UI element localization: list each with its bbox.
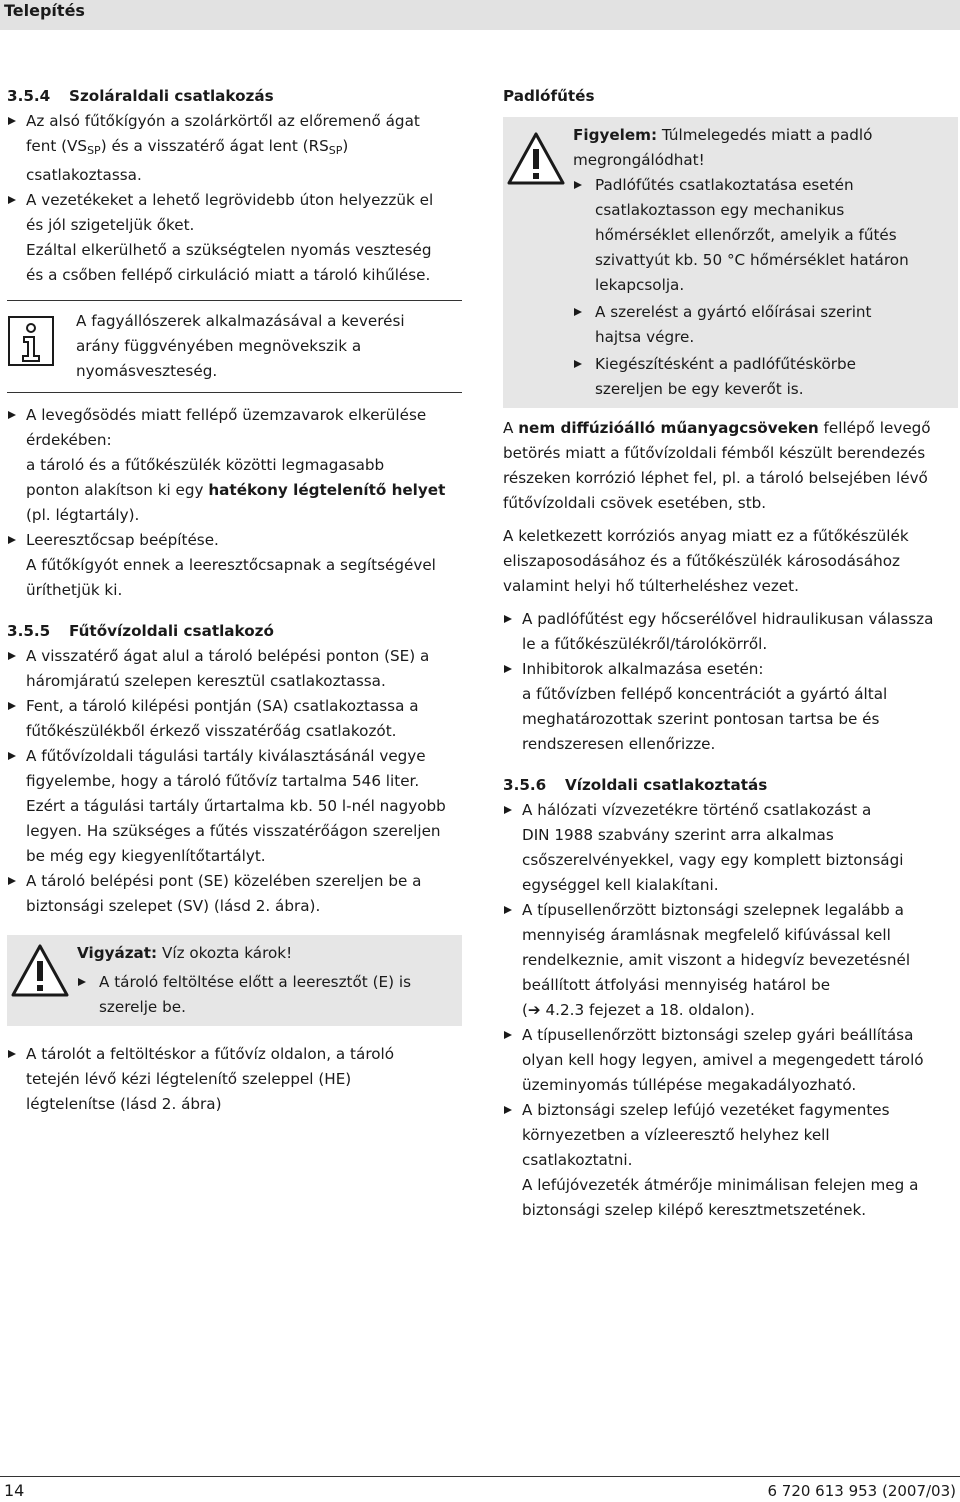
text-line: üzeminyomás túllépése megakadályozható. [522, 1076, 857, 1094]
text-line: és a csőben fellépő cirkuláció miatt a tároló kihűlése. [26, 266, 431, 284]
attention-title: Figyelem: Túlmelegedés miatt a padló [573, 126, 873, 144]
text-line: Kiegészítésként a padlófűtéskörbe [595, 355, 857, 373]
text-line: Fent, a tároló kilépési pontján (SA) csatlakoztassa a [26, 697, 419, 715]
text-line: háromjáratú szelepen keresztül csatlakoztassa. [26, 672, 386, 690]
footer-divider [0, 1476, 960, 1477]
paragraph [503, 416, 958, 516]
list-item [7, 869, 462, 919]
attention-box [503, 117, 958, 408]
text-line: betörés miatt a fűtővízoldali fémből készült berendezés [503, 444, 926, 462]
text-line: üríthetjük ki. [26, 581, 123, 599]
caution-title: Vigyázat: Víz okozta károk! [77, 944, 293, 962]
text-line: csatlakoztasson egy mechanikus [595, 201, 845, 219]
caution-list [77, 970, 454, 1020]
heading-text: Fűtővízoldali csatlakozó [69, 622, 274, 640]
text-line: A fűtőkígyót ennek a leeresztőcsapnak a segítségével [26, 556, 436, 574]
text-line: DIN 1988 szabvány szerint arra alkalmas [522, 826, 834, 844]
text-line: figyelembe, hogy a tároló fűtővíz tartalma 546 liter. [26, 772, 420, 790]
text-line: Az alsó fűtőkígyón a szolárkörtől az előremenő ágat [26, 112, 420, 130]
list-item [573, 173, 950, 298]
list-item [7, 109, 462, 188]
right-column [503, 84, 958, 1223]
text-line: biztonsági szelepet (SV) (lásd 2. ábra). [26, 897, 321, 915]
info-icon [8, 316, 54, 366]
text-line: eliszaposodásához és a fűtőkészülék károsodásához [503, 552, 901, 570]
text-line: csatlakoztassa. [26, 166, 142, 184]
text-line: A tároló feltöltése előtt a leeresztőt (E) is [99, 973, 411, 991]
text-line: hajtsa végre. [595, 328, 695, 346]
list-item [503, 898, 958, 1023]
list-item [77, 970, 454, 1020]
text-line: beállított átfolyási mennyiség határol be [522, 976, 831, 994]
text-line: Ezért a tágulási tartály űrtartalma kb. 50 l-nél nagyobb [26, 797, 446, 815]
text-line: A levegősödés miatt fellépő üzemzavarok elkerülése [26, 406, 427, 424]
text-line: csőszerelvényekkel, vagy egy komplett biztonsági [522, 851, 904, 869]
list-item [7, 694, 462, 744]
list-item [7, 1042, 462, 1117]
text-line: és jól szigeteljük őket. [26, 216, 195, 234]
list-item [573, 352, 950, 402]
warning-icon [506, 131, 566, 187]
caution-box [7, 935, 462, 1026]
text-line: A fűtővízoldali tágulási tartály kiválasztásánál vegye [26, 747, 426, 765]
text-line: Inhibitorok alkalmazása esetén: [522, 660, 764, 678]
text-line: A típusellenőrzött biztonsági szelepnek legalább a [522, 901, 904, 919]
text-line: csatlakoztatni. [522, 1151, 633, 1169]
text-line: megrongálódhat! [573, 151, 705, 169]
header-bar [0, 0, 960, 30]
text-line: a tároló és a fűtőkészülék közötti legmagasabb [26, 456, 385, 474]
warning-icon [10, 943, 70, 999]
bullet-list [7, 644, 462, 919]
text-line: A vezetékeket a lehető legrövidebb úton helyezzük el [26, 191, 434, 209]
text-line: egységgel kell kialakítani. [522, 876, 719, 894]
list-item [503, 607, 958, 657]
text-line: A tárolót a feltöltéskor a fűtővíz oldalon, a tároló [26, 1045, 395, 1063]
text-line: A biztonsági szelep lefújó vezetéket fagymentes [522, 1101, 890, 1119]
list-item [573, 300, 950, 350]
list-item [7, 528, 462, 603]
bullet-list [7, 403, 462, 603]
text-line: A nem diffúzióálló műanyagcsöveken fellépő levegő [503, 419, 931, 437]
heading-text: Szoláraldali csatlakozás [69, 87, 274, 105]
heading-3-5-6 [503, 773, 958, 798]
info-note [7, 300, 462, 393]
page-number: 14 [4, 1481, 25, 1500]
text-line: a fűtővízben fellépő koncentrációt a gyártó által [522, 685, 888, 703]
text-line: A padlófűtést egy hőcserélővel hidraulikusan válassza [522, 610, 934, 628]
list-item [503, 657, 958, 757]
section-header-title: Telepítés [4, 1, 85, 20]
list-item [7, 744, 462, 869]
text-line: le a fűtőkészülékről/tárolókörről. [522, 635, 768, 653]
heading-3-5-4 [7, 84, 462, 109]
text-line: szereljen be egy keverőt is. [595, 380, 804, 398]
text-line: be még egy kiegyenlítőtartályt. [26, 847, 266, 865]
text-line: A típusellenőrzött biztonsági szelep gyári beállítása [522, 1026, 914, 1044]
text-line: A visszatérő ágat alul a tároló belépési ponton (SE) a [26, 647, 430, 665]
left-column [7, 84, 462, 1117]
heading-text: Vízoldali csatlakoztatás [565, 776, 768, 794]
text-line: Leeresztőcsap beépítése. [26, 531, 219, 549]
text-line: A szerelést a gyártó előírásai szerint [595, 303, 872, 321]
text-line: érdekében: [26, 431, 112, 449]
text-line: A hálózati vízvezetékre történő csatlakozást a [522, 801, 872, 819]
bullet-list [503, 798, 958, 1223]
text-line: meghatározottak szerint pontosan tartsa be és [522, 710, 880, 728]
bullet-list [7, 1042, 462, 1117]
text-line: szivattyút kb. 50 °C hőmérséklet határon [595, 251, 909, 269]
info-text-line: arány függvényében megnövekszik a [76, 337, 362, 355]
text-line: rendelkeznie, amit viszont a hidegvíz bevezetésnél [522, 951, 911, 969]
text-line: Ezáltal elkerülhető a szükségtelen nyomás veszteség [26, 241, 432, 259]
text-line: szerelje be. [99, 998, 186, 1016]
text-line: hőmérséklet ellenőrzőt, amelyik a fűtés [595, 226, 897, 244]
heading-number: 3.5.6 [503, 776, 547, 794]
attention-list [573, 173, 950, 402]
list-item [503, 1023, 958, 1098]
info-text-line: A fagyállószerek alkalmazásával a keverési [76, 312, 405, 330]
text-line: tetején lévő kézi légtelenítő szeleppel (HE) [26, 1070, 352, 1088]
text-line: A tároló belépési pont (SE) közelében szereljen be a [26, 872, 422, 890]
list-item [7, 644, 462, 694]
bullet-list [7, 109, 462, 288]
text-line: Padlófűtés csatlakoztatása esetén [595, 176, 854, 194]
text-line: ponton alakítson ki egy hatékony légtelenítő helyet [26, 481, 446, 499]
list-item [503, 798, 958, 898]
text-line: fent $(VS_{SP})$ és a visszatérő ágat lent $(RS_{SP})$ [26, 137, 349, 157]
text-line: valamint helyi hő túlterheléshez vezet. [503, 577, 799, 595]
heading-number: 3.5.4 [7, 87, 51, 105]
list-item [503, 1098, 958, 1223]
text-line: fűtőkészülékből érkező visszatérőág csatlakozót. [26, 722, 397, 740]
text-line: részeken korrózió léphet fel, pl. a tároló belsejében lévő [503, 469, 928, 487]
text-line: A keletkezett korróziós anyag miatt ez a fűtőkészülék [503, 527, 909, 545]
heading-padlofutes: Padlófűtés [503, 87, 595, 105]
text-line: mennyiség áramlásnak megfelelő kifúvással kell [522, 926, 891, 944]
text-line: rendszeresen ellenőrizze. [522, 735, 716, 753]
heading-3-5-5 [7, 619, 462, 644]
list-item [7, 403, 462, 528]
text-line: környezetben a vízleeresztő helyhez kell [522, 1126, 830, 1144]
bullet-list [503, 607, 958, 757]
document-number: 6 720 613 953 (2007/03) [767, 1482, 956, 1500]
text-line: (➔ 4.2.3 fejezet a 18. oldalon). [522, 1001, 755, 1019]
text-line: (pl. légtartály). [26, 506, 140, 524]
text-line: fűtővízoldali csövek esetében, stb. [503, 494, 767, 512]
text-line: lekapcsolja. [595, 276, 685, 294]
info-text-line: nyomásveszteség. [76, 362, 218, 380]
text-line: biztonsági szelep kilépő keresztmetszetének. [522, 1201, 867, 1219]
paragraph [503, 524, 958, 599]
list-item [7, 188, 462, 288]
heading-number: 3.5.5 [7, 622, 51, 640]
text-line: legyen. Ha szükséges a fűtés visszatérőágon szereljen [26, 822, 441, 840]
text-line: olyan kell hogy legyen, amivel a megengedett tároló [522, 1051, 924, 1069]
text-line: légtelenítse (lásd 2. ábra) [26, 1095, 222, 1113]
text-line: A lefújóvezeték átmérője minimálisan felejen meg a [522, 1176, 919, 1194]
